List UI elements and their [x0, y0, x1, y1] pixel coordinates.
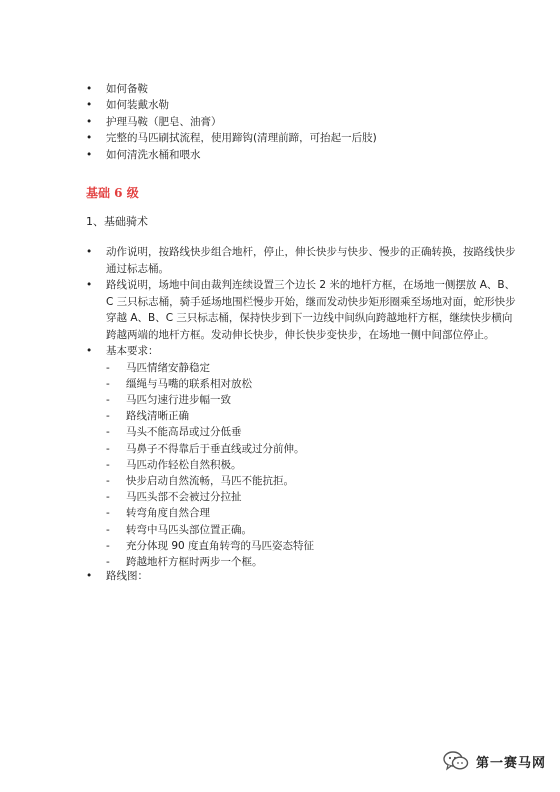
list-item: - 跨越地杆方框时两步一个框。 [106, 554, 516, 570]
dash-icon: - [106, 361, 110, 374]
bullet-icon: • [86, 148, 93, 161]
bullet-icon: • [86, 99, 93, 112]
list-item: • 护理马鞍（肥皂、油膏） [86, 114, 526, 130]
list-item: - 转弯角度自然合理 [106, 505, 516, 521]
route-map-section [86, 568, 148, 584]
list-item: - 马匹头部不会被过分拉扯 [106, 489, 516, 505]
dash-icon: - [106, 491, 110, 504]
dash-icon: - [106, 539, 110, 552]
watermark [442, 750, 546, 772]
dash-icon: - [106, 507, 110, 520]
list-item: • 如何装戴水勒 [86, 97, 526, 113]
list-item: - 快步启动自然流畅，马匹不能抗拒。 [106, 473, 516, 489]
dash-icon: - [106, 426, 110, 439]
route-map-label: 路线图： [106, 570, 148, 582]
requirements-list [106, 360, 516, 571]
list-item: - 充分体现 90 度直角转弯的马匹姿态特征 [106, 538, 516, 554]
list-item [86, 568, 148, 584]
dash-icon: - [106, 377, 110, 390]
route-description-text: 路线说明，场地中间由裁判连续设置三个边长 2 米的地杆方框，在场地一侧摆放 A、B、C 三只标志桶，骑手延场地围栏慢步开始，继而发动快步矩形圈乘至场地对面，蛇形快步穿越 A、B、C 三只标志桶，保持快步到下一边线中间纵向跨越地杆方框，继续快步横向跨越两端的地杆方框。发动伸长快步，伸长快步变快步，在场地一侧中间部位停止。 [106, 279, 516, 341]
dash-icon: - [106, 442, 110, 455]
riding-details-list [86, 244, 516, 570]
list-item: - 路线清晰正确 [106, 408, 516, 424]
dash-icon: - [106, 458, 110, 471]
bullet-icon: • [86, 246, 93, 258]
list-item: - 马匹匀速行进步幅一致 [106, 392, 516, 408]
level-heading: 基础 6 级 [86, 186, 139, 200]
requirements-label: 基本要求： [106, 345, 159, 357]
action-description [86, 244, 516, 277]
dash-icon: - [106, 555, 110, 568]
dash-icon: - [106, 523, 110, 536]
bullet-icon: • [86, 132, 93, 145]
wechat-icon [442, 750, 470, 772]
bullet-icon: • [86, 570, 93, 582]
bullet-icon: • [86, 279, 93, 291]
action-description-text: 动作说明，按路线快步组合地杆，停止，伸长快步与快步、慢步的正确转换，按路线快步通过标志桶。 [106, 246, 516, 275]
dash-icon: - [106, 474, 110, 487]
watermark-text: 第一赛马网 [475, 755, 546, 771]
list-item: • 如何备鞍 [86, 81, 526, 97]
list-item: - 马匹情绪安静稳定 [106, 360, 516, 376]
bullet-icon: • [86, 115, 93, 128]
care-skills-list [86, 81, 526, 163]
dash-icon: - [106, 393, 110, 406]
bullet-icon: • [86, 83, 93, 95]
list-item: • 完整的马匹刷拭流程，使用蹄钩(清理前蹄，可抬起一后肢) [86, 130, 526, 146]
list-item: - 缰绳与马嘴的联系相对放松 [106, 376, 516, 392]
route-description [86, 277, 516, 343]
list-item: - 转弯中马匹头部位置正确。 [106, 522, 516, 538]
bullet-icon: • [86, 345, 93, 357]
requirements-block [86, 343, 516, 570]
list-item: - 马鼻子不得靠后于垂直线或过分前伸。 [106, 441, 516, 457]
list-item: - 马匹动作轻松自然积极。 [106, 457, 516, 473]
dash-icon: - [106, 410, 110, 423]
list-item: - 马头不能高昂或过分低垂 [106, 424, 516, 440]
list-item: • 如何清洗水桶和喂水 [86, 147, 526, 163]
section-title: 1、基础骑术 [86, 215, 148, 228]
